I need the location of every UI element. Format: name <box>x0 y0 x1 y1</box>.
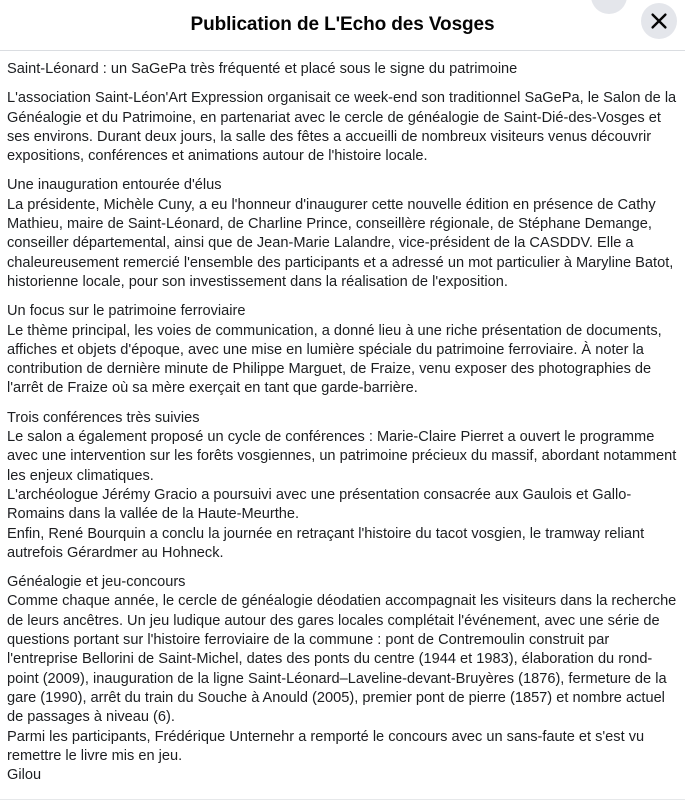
dialog-header <box>0 0 685 51</box>
section-subtitle: Trois conférences très suivies <box>7 409 200 426</box>
article-signature: Gilou <box>7 767 42 784</box>
article-section <box>7 573 677 785</box>
section-subtitle: Généalogie et jeu-concours <box>7 574 186 591</box>
close-button[interactable] <box>641 3 677 39</box>
dialog-body <box>0 51 685 800</box>
section-paragraph: Parmi les participants, Frédérique Unternehr a remporté le concours avec un sans-faute et s'est vu remettre le livre mis en jeu. <box>7 728 645 764</box>
section-paragraph: Le thème principal, les voies de communication, a donné lieu à une riche présentation de documents, affiches et objets d'époque, avec une mise en lumière spéciale du patrimoine ferroviaire. À noter la contribution de dernière minute de Philippe Marguet, de Fraize, venu exposer des photographies de l'arrêt de Fraize où sa mère exerçait en tant que garde-barrière. <box>7 322 662 397</box>
section-subtitle: Une inauguration entourée d'élus <box>7 177 222 194</box>
article-section <box>7 302 677 398</box>
section-paragraph: La présidente, Michèle Cuny, a eu l'honneur d'inaugurer cette nouvelle édition en présence de Cathy Mathieu, maire de Saint-Léonard, de Charline Prince, conseillère régionale, de Stéphane Demange, conseiller départemental, ainsi que de Jean-Marie Lalandre, vice-président de la CASDDV. Elle a chaleureusement remercié l'ensemble des participants et a adressé un mot particulier à Maryline Batot, historienne locale, pour son investissement dans la réalisation de l'exposition. <box>7 196 674 290</box>
background-circle-decoration <box>591 0 627 14</box>
article-headline: Saint-Léonard : un SaGePa très fréquenté et placé sous le signe du patrimoine <box>7 61 518 77</box>
article-section <box>7 409 677 563</box>
article-intro-paragraph: L'association Saint-Léon'Art Expression organisait ce week-end son traditionnel SaGePa, le Salon de la Généalogie et du Patrimoine, en partenariat avec le cercle de généalogie de Saint-Dié-des-Vosges et ses environs. Durant deux jours, la salle des fêtes a accueilli de nombreux visiteurs venus découvrir expositions, conférences et animations autour de l'histoire locale. <box>7 90 677 165</box>
article-content <box>7 60 677 785</box>
dialog-title: Publication de L'Echo des Vosges <box>190 14 495 35</box>
section-subtitle: Un focus sur le patrimoine ferroviaire <box>7 303 246 320</box>
section-paragraph: L'archéologue Jérémy Gracio a poursuivi avec une présentation consacrée aux Gaulois et Gallo-Romains dans la vallée de la Haute-Meurthe. <box>7 486 632 523</box>
section-paragraph: Le salon a également proposé un cycle de conférences : Marie-Claire Pierret a ouvert le programme avec une intervention sur les forêts vosgiennes, un patrimoine précieux du massif, abordant notamment les enjeux climatiques. <box>7 429 677 484</box>
section-paragraph: Comme chaque année, le cercle de généalogie déodatien accompagnait les visiteurs dans la recherche de leurs ancêtres. Un jeu ludique autour des gares locales complétait l'événement, avec une série de questions portant sur l'histoire ferroviaire de la commune : pont de Contremoulin construit par l'entreprise Bellorini de Saint-Michel, dates des ponts du centre (1944 et 1983), élaboration du rond-point (2009), inauguration de la ligne Saint-Léonard–Laveline-devant-Bruyères (1876), fermeture de la gare (1990), arrêt du train du Souche à Anould (2005), premier pont de pierre (1857) et nombre actuel de passages à niveau (6). <box>7 593 677 726</box>
close-icon <box>650 12 668 30</box>
section-paragraph: Enfin, René Bourquin a conclu la journée en retraçant l'histoire du tacot vosgien, le tramway reliant autrefois Gérardmer au Hohneck. <box>7 525 645 561</box>
article-section <box>7 176 677 292</box>
